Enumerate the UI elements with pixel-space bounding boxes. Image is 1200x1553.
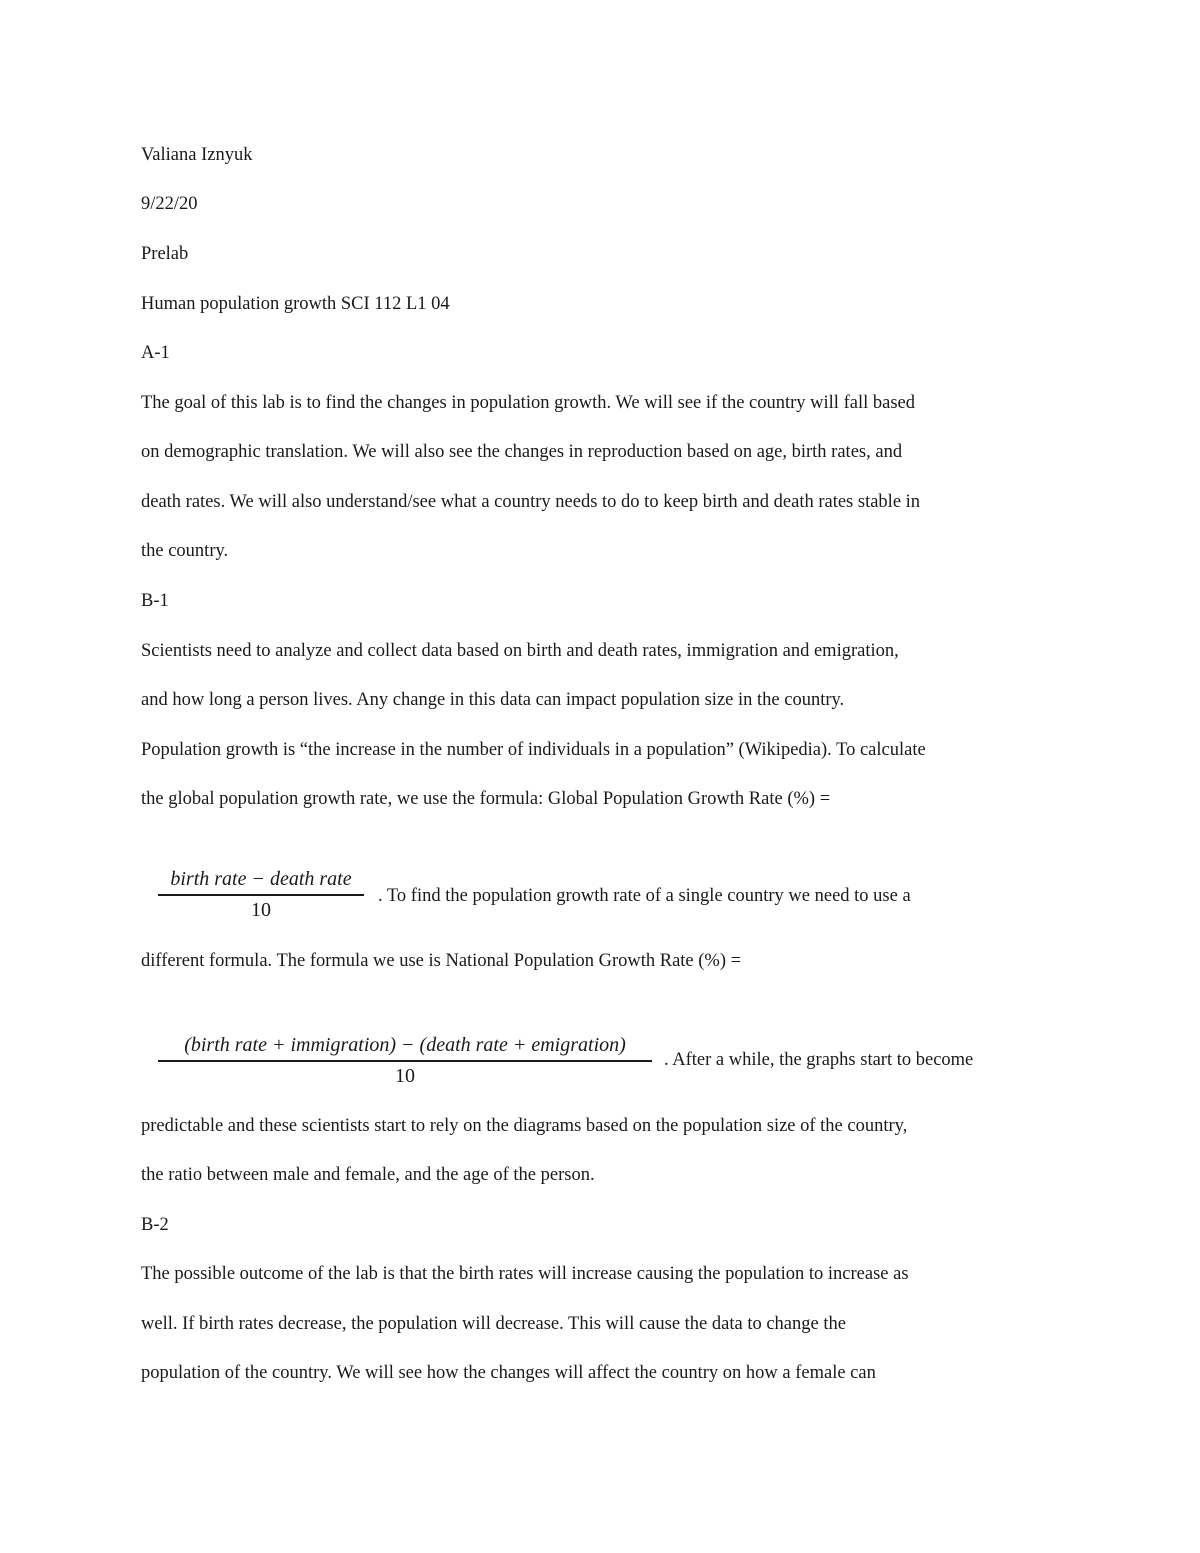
a1-paragraph-line: on demographic translation. We will also see the changes in reproduction based on age, birth rates, and (141, 442, 903, 462)
a1-paragraph-line: the country. (141, 541, 229, 561)
author-name: Valiana Iznyuk (141, 145, 253, 165)
b1-paragraph-line: and how long a person lives. Any change in this data can impact population size in the country. (141, 690, 845, 710)
formula1-trailing-text: . To find the population growth rate of a single country we need to use a (378, 886, 911, 906)
section-heading-b1: B-1 (141, 591, 169, 611)
formula-numerator: birth rate − death rate (170, 868, 352, 890)
section-heading-b2: B-2 (141, 1215, 169, 1235)
document-type: Prelab (141, 244, 189, 264)
formula-numerator: (birth rate + immigration) − (death rate + emigration) (184, 1034, 626, 1056)
formula-denominator: 10 (251, 899, 271, 921)
document-date: 9/22/20 (141, 194, 198, 214)
b1-paragraph-line: Population growth is “the increase in the number of individuals in a population” (Wikipedia). To calculate (141, 740, 926, 760)
formula-denominator: 10 (395, 1065, 415, 1087)
b2-paragraph-line: well. If birth rates decrease, the population will decrease. This will cause the data to change the (141, 1314, 846, 1334)
fraction-bar (158, 1060, 652, 1062)
fraction-bar (158, 894, 364, 896)
b1-paragraph-line: the global population growth rate, we use the formula: Global Population Growth Rate (%) = (141, 789, 831, 809)
a1-paragraph-line: The goal of this lab is to find the changes in population growth. We will see if the country will fall based (141, 393, 915, 413)
course-title: Human population growth SCI 112 L1 04 (141, 294, 450, 314)
a1-paragraph-line: death rates. We will also understand/see what a country needs to do to keep birth and death rates stable in (141, 492, 921, 512)
b2-paragraph-line: The possible outcome of the lab is that the birth rates will increase causing the population to increase as (141, 1264, 909, 1284)
b1-paragraph-line: different formula. The formula we use is National Population Growth Rate (%) = (141, 951, 742, 971)
b2-paragraph-line: population of the country. We will see how the changes will affect the country on how a female can (141, 1363, 876, 1383)
national-growth-formula (158, 1032, 652, 1092)
section-heading-a1: A-1 (141, 343, 170, 363)
formula2-trailing-text: . After a while, the graphs start to become (664, 1050, 974, 1070)
b1-paragraph-line: predictable and these scientists start to rely on the diagrams based on the population size of the country, (141, 1116, 908, 1136)
global-growth-formula (158, 866, 364, 926)
b1-paragraph-line: the ratio between male and female, and the age of the person. (141, 1165, 595, 1185)
b1-paragraph-line: Scientists need to analyze and collect data based on birth and death rates, immigration and emigration, (141, 641, 899, 661)
